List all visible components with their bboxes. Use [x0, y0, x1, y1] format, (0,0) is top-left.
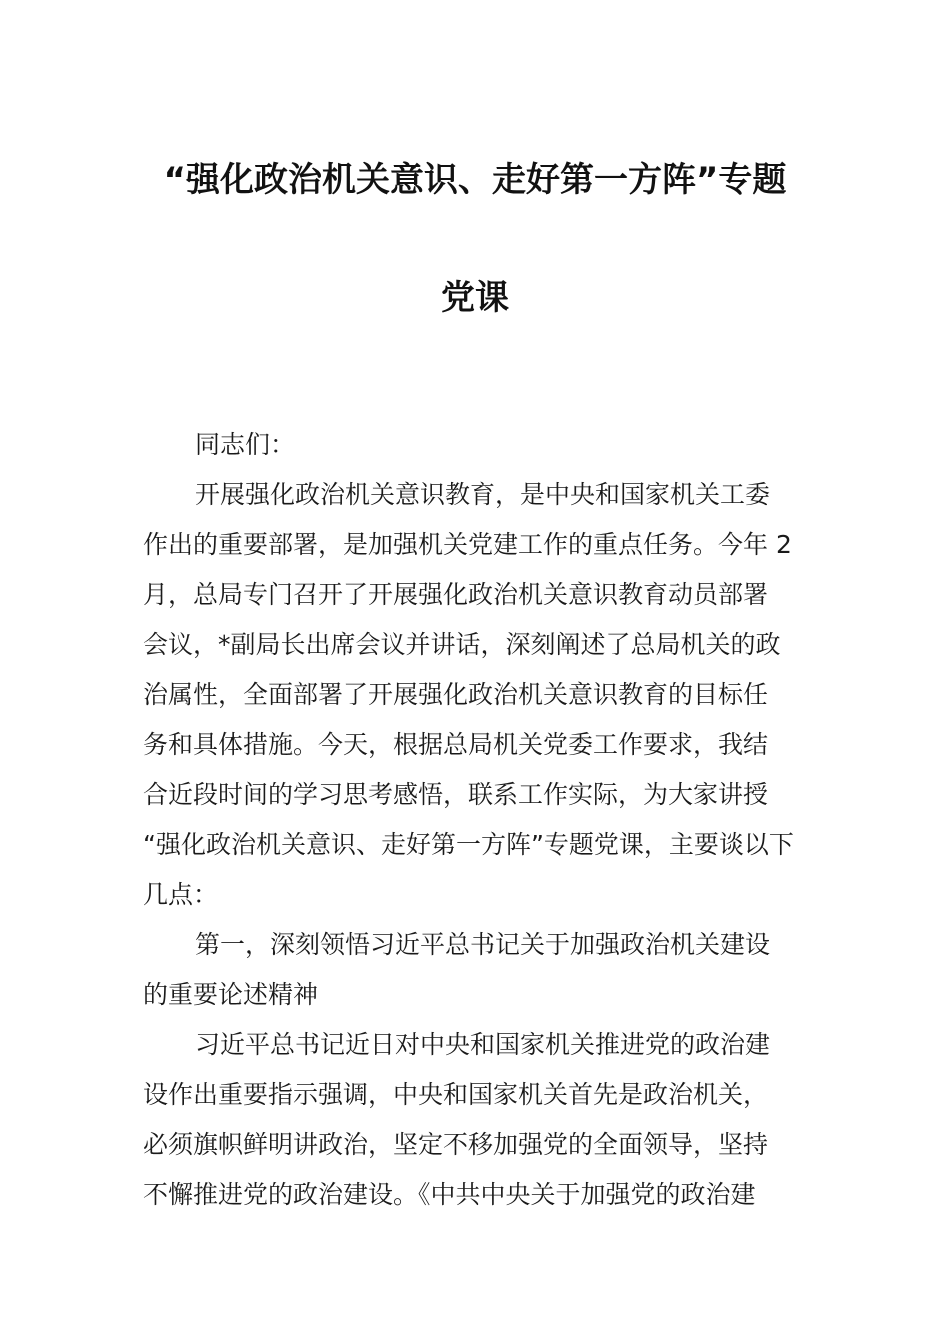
- section-heading-line: 的重要论述精神: [143, 980, 319, 1009]
- document-title-line-2: 党课: [441, 278, 509, 318]
- paragraph-line: 作出的重要部署，是加强机关党建工作的重点任务。今年 2: [143, 530, 792, 559]
- salutation-line: 同志们：: [195, 430, 296, 459]
- paragraph-line: 必须旗帜鲜明讲政治，坚定不移加强党的全面领导，坚持: [143, 1130, 769, 1159]
- paragraph-line: 合近段时间的学习思考感悟，联系工作实际，为大家讲授: [143, 780, 769, 809]
- paragraph-line: 设作出重要指示强调，中央和国家机关首先是政治机关，: [143, 1080, 769, 1109]
- document-title-line-1: “强化政治机关意识、走好第一方阵”专题: [163, 160, 787, 200]
- paragraph-line: 治属性，全面部署了开展强化政治机关意识教育的目标任: [143, 680, 769, 709]
- paragraph-line: 会议，*副局长出席会议并讲话，深刻阐述了总局机关的政: [143, 630, 781, 659]
- paragraph-line: 不懈推进党的政治建设。《中共中央关于加强党的政治建: [143, 1180, 756, 1209]
- paragraph-line: “强化政治机关意识、走好第一方阵”专题党课，主要谈以下: [143, 830, 794, 859]
- paragraph-line: 月，总局专门召开了开展强化政治机关意识教育动员部署: [143, 580, 769, 609]
- paragraph-line: 开展强化政治机关意识教育，是中央和国家机关工委: [195, 480, 771, 509]
- paragraph-line: 务和具体措施。今天，根据总局机关党委工作要求，我结: [143, 730, 769, 759]
- document-body: [143, 420, 811, 1220]
- paragraph-line: 几点：: [143, 880, 219, 909]
- paragraph-line: 习近平总书记近日对中央和国家机关推进党的政治建: [195, 1030, 771, 1059]
- section-heading-line: 第一，深刻领悟习近平总书记关于加强政治机关建设: [195, 930, 771, 959]
